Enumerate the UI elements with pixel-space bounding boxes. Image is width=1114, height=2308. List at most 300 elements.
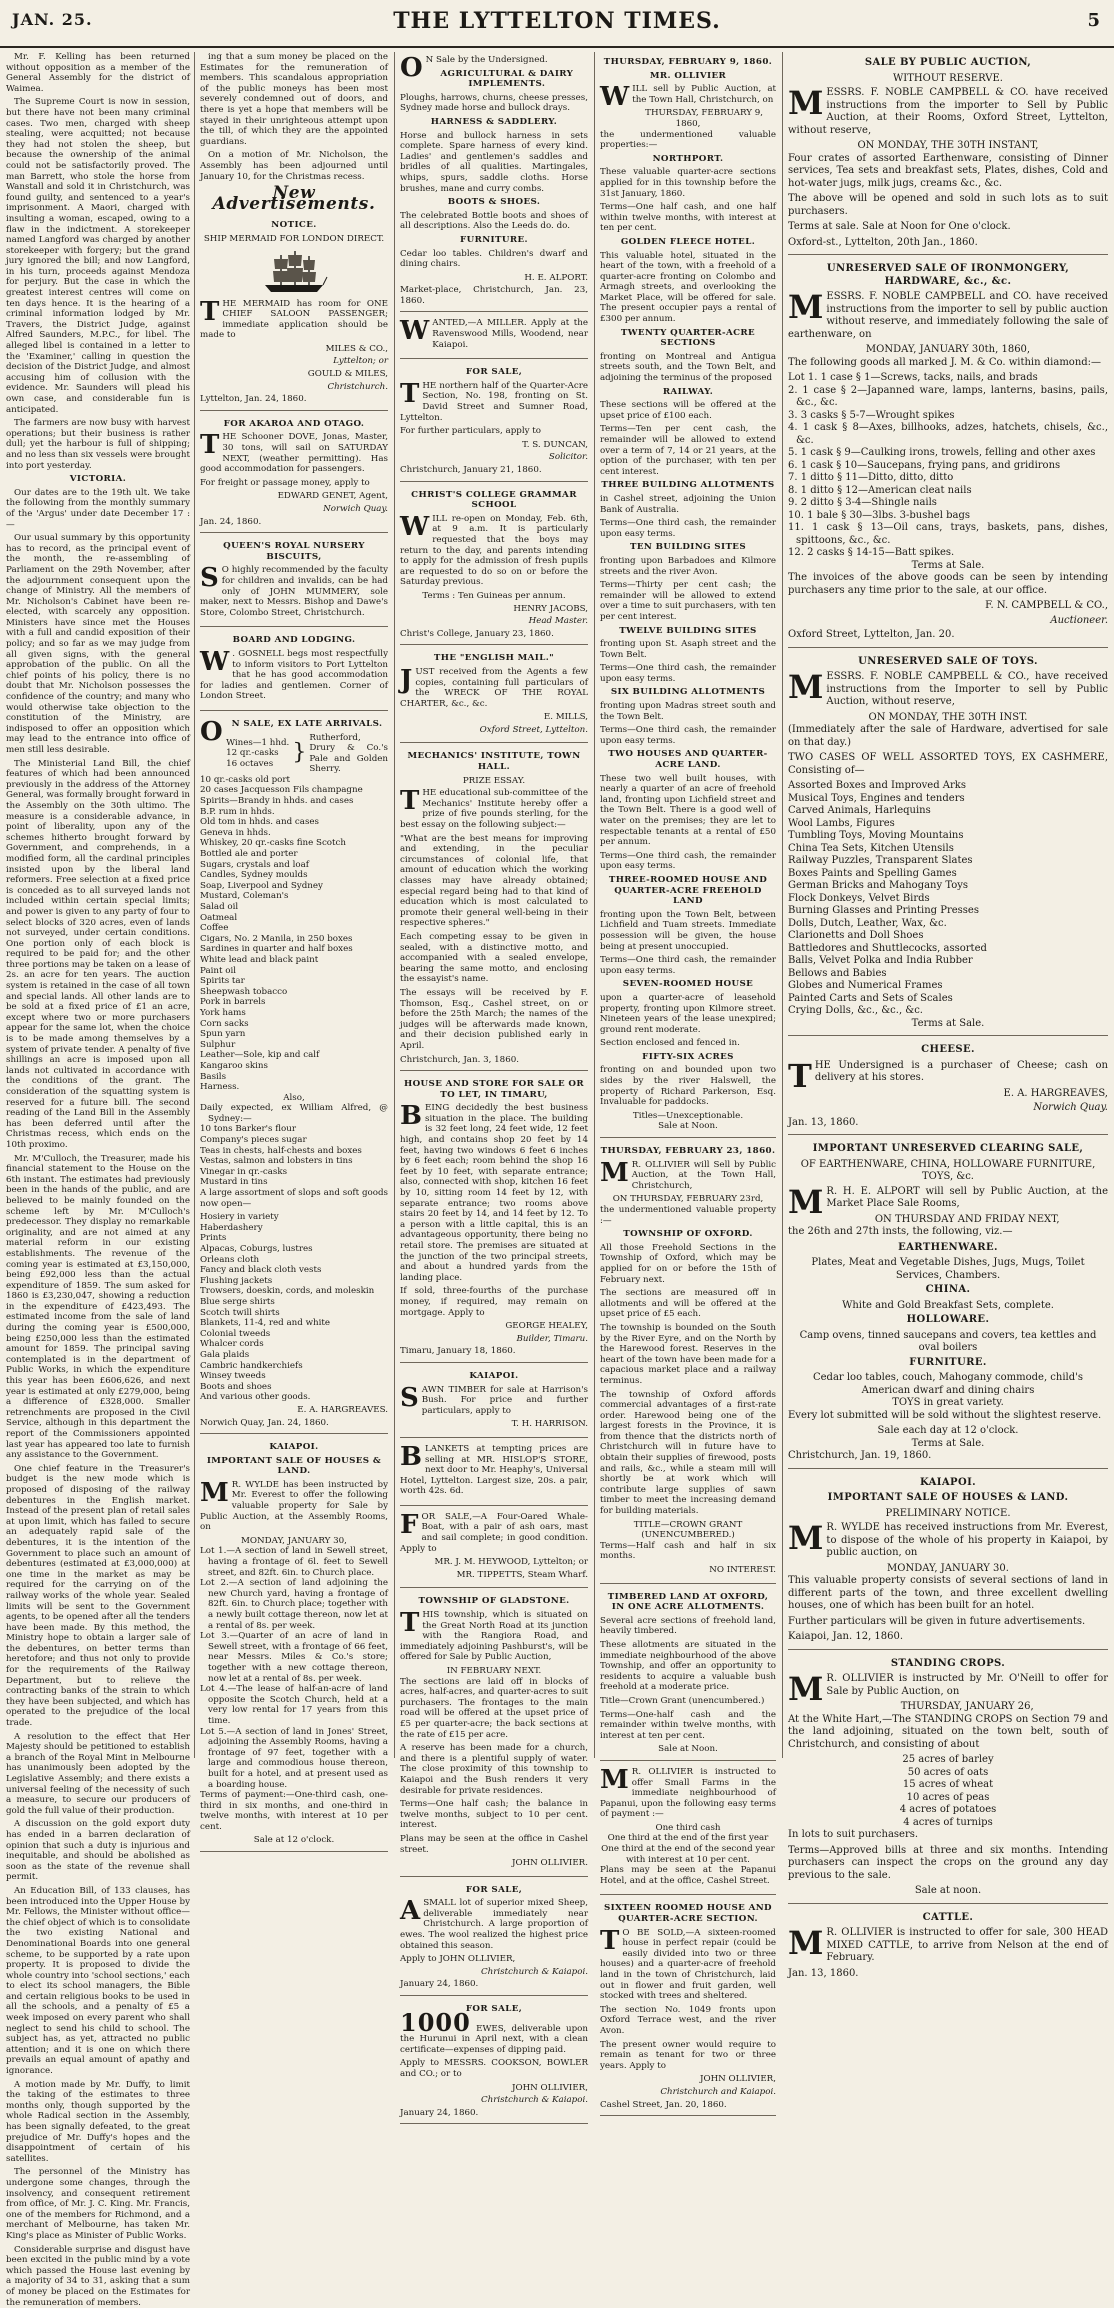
list-item: Kangaroo skins <box>200 1060 268 1071</box>
list-item: Painted Carts and Sets of Scales <box>788 992 953 1004</box>
brace-glyph: } <box>292 740 307 766</box>
ad-body: HE MERMAID has room for ONE CHIEF SALOON PASSENGER; immediate application should be made to <box>200 298 388 341</box>
list-item: Corn sacks <box>200 1018 249 1029</box>
ad-body: Plans may be seen at the office in Cashel street. <box>400 1833 588 1855</box>
ad-title: N SALE, EX LATE ARRIVALS. <box>231 718 383 729</box>
newspaper-title: THE LYTTELTON TIMES. <box>393 8 721 34</box>
list-item: 5. 1 cask § 9—Caulking irons, trowels, felling and other axes <box>788 447 1096 458</box>
ad-body: Sale at Noon. <box>658 1121 718 1132</box>
ad-body: Titles—Unexceptionable. <box>632 1110 744 1121</box>
ad-signature: T. S. DUNCAN, <box>522 439 588 450</box>
list-item: Salad oil <box>200 902 239 912</box>
ad-signature: Lyttelton; or <box>333 356 388 367</box>
ad-signature: Christchurch. <box>327 381 388 392</box>
ad-signature: Oxford Street, Lyttelton. <box>479 724 588 735</box>
ad-toys <box>788 651 1108 1037</box>
ad-body: EING decidedly the best business situation in the place. The building is 32 feet long, 24 feet wide, 12 feet high, and contains shop 20 feet by 14 feet, having two windows 6 feet 6 inches by 6 feet each; room behind the shop 16 feet by 10 feet, with separate entrance; also, connected with shop, kitchen 16 feet by 10, sitting room 14 feet by 12, with separate entrance; two rooms above stairs 20 feet by 14, and 14 feet by 12. To a person with a little capital, this is an advantageous opportunity, there being no retail store. The premises are situated at the junction of the two principal streets, and about a hundred yards from the landing place. <box>400 1103 588 1283</box>
list-item: Harness. <box>200 1082 240 1093</box>
list-item: White lead and black paint <box>200 954 319 965</box>
ad-body: This valuable hotel, situated in the heart of the town, with a freehold of a quarter-acre fronting on Colombo and Armagh streets, and overlooking the Market Place, will be offered for sale. The present occupier pays a rental of £300 per annum. <box>600 250 776 325</box>
ad-body: At the White Hart,—The STANDING CROPS on Section 79 and the land adjoining, situated on the town belt, south of Christchurch, and consisting of about <box>788 1713 1108 1750</box>
ad-body: R. WYLDE has received instructions from Mr. Everest, to dispose of the whole of his property in Kaiapoi, by public auction, on <box>826 1522 1108 1558</box>
drop-cap: W <box>600 82 630 113</box>
ad-body: Plates, Meat and Vegetable Dishes, Jugs, Mugs, Toilet Services, Chambers. <box>811 1257 1085 1281</box>
ad-subheading: NORTHPORT. <box>652 153 724 164</box>
ad-body: Plans may be seen at the Papanui Hotel, and at the office, Cashel Street. <box>600 1865 776 1886</box>
ad-body: A reserve has been made for a church, and there is a plentiful supply of water. The close proximity of this township to Kaiapoi and the Bush renders it very desirable for private residences. <box>400 1743 588 1796</box>
drop-cap: T <box>200 430 220 461</box>
issue-date: JAN. 25. <box>12 10 93 29</box>
list-item: Rutherford, Drury & Co.'s Pale and Golden Sherry. <box>309 732 388 775</box>
column-3 <box>400 52 588 2118</box>
ad-subtitle: SHIP MERMAID FOR LONDON DIRECT. <box>203 233 385 244</box>
ad-body: One third at the end of the first year <box>607 1833 769 1844</box>
ad-signature: E. A. HARGREAVES. <box>297 1404 388 1415</box>
drop-cap: M <box>788 84 824 122</box>
ad-ship-mermaid <box>200 215 388 411</box>
ad-subheading: RAILWAY. <box>662 386 714 397</box>
ad-signature: Christchurch & Kaiapoi. <box>480 2095 588 2106</box>
ad-earthenware-auction <box>788 52 1108 255</box>
ad-body: Several acre sections of freehold land, heavily timbered. <box>600 1615 776 1637</box>
ad-body: Terms—One third cash, the remainder upon easy terms. <box>600 518 776 539</box>
ad-for-sale-section <box>400 362 588 481</box>
column-2 <box>200 52 388 1846</box>
ad-body: the 26th and 27th insts, the following, viz.— <box>788 1226 1013 1237</box>
drop-cap: M <box>788 1519 824 1557</box>
drop-cap: J <box>400 664 413 695</box>
ad-body: . GOSNELL begs most respectfully to inform visitors to Port Lyttelton that he has good accommodation for ladies and gentlemen. Corner of London Street. <box>200 648 388 702</box>
ad-title: CHRIST'S COLLEGE GRAMMAR SCHOOL <box>411 489 577 511</box>
list-item: 8. 1 ditto § 12—American cleat nails <box>788 484 972 496</box>
ad-english-mail <box>400 648 588 743</box>
ad-subheading: GOLDEN FLEECE HOTEL. <box>620 236 756 247</box>
ad-body: fronting on and bounded upon two sides by the river Halswell, the property of Richard Parkerson, Esq. Invaluable for paddocks. <box>600 1065 776 1108</box>
ad-body: For freight or passage money, apply to <box>200 477 370 488</box>
news-paragraph: Considerable surprise and disgust have been excited in the public mind by a vote which passed the House last evening by a majority of 34 to 31, asking that a sum of money be placed on the Estimates for the remuneration of members. <box>6 2244 190 2308</box>
list-item: 4. 1 cask § 8—Axes, billhooks, adzes, hatchets, chisels, &c., &c. <box>788 422 1108 446</box>
ad-body: These valuable quarter-acre sections applied for in this township before the 31st January, 1860. <box>600 167 776 199</box>
ad-body: ESSRS. F. NOBLE CAMPBELL & CO. have received instructions from the importer to Sell by Public Auction, at their Rooms, Oxford Street, Lyttelton, without reserve, <box>788 87 1108 136</box>
ad-body: LANKETS at tempting prices are selling at MR. HISLOP'S STORE, next door to Mr. Heaphy's, Universal Hotel, Lyttelton. Largest size, 20s. a pair, worth 42s. 6d. <box>400 1443 588 1497</box>
ad-body: Terms at Sale. <box>911 1437 985 1449</box>
ad-body: One third cash <box>655 1822 721 1833</box>
ad-title: HOUSE AND STORE FOR SALE OR TO LET, IN TIMARU, <box>403 1079 585 1100</box>
ad-body: OR SALE,—A Four-Oared Whale-Boat, with a pair of ash oars, mast and sail complete; in good condition. Apply to <box>400 1511 588 1554</box>
ad-body: in Cashel street, adjoining the Union Bank of Australia. <box>600 493 776 515</box>
ad-signature: MILES & CO., <box>325 343 388 354</box>
list-item: 12. 2 casks § 14-15—Batt spikes. <box>788 547 955 558</box>
drop-cap: M <box>600 1157 629 1188</box>
ad-signature: T. H. HARRISON. <box>511 1419 588 1430</box>
news-paragraph: ing that a sum money be placed on the Estimates for the remuneration of members. This scandalous appropriation of the public moneys has been most severely condemned out of doors, and there is yet a hope that members will be stayed in their unrighteous attempt upon the till, of which they are the appointed guardians. <box>200 52 388 147</box>
ad-ewes <box>400 1999 588 2124</box>
ad-body: A large assortment of slops and soft goods now open— <box>200 1188 388 1209</box>
ad-body: EWES, deliverable upon the Hurunui in April next, with a clean certificate—expenses of dipping paid. <box>400 2023 588 2055</box>
ad-body: Terms : Ten Guineas per annum. <box>422 590 566 601</box>
list-item: Crying Dolls, &c., &c., &c. <box>788 1005 923 1016</box>
list-item: Company's pieces sugar <box>200 1135 307 1146</box>
list-item: Battledores and Shuttlecocks, assorted <box>788 942 987 954</box>
list-item: Scotch twill shirts <box>200 1307 280 1318</box>
drop-cap: M <box>200 1477 229 1508</box>
ad-date: Christchurch, January 21, 1860. <box>400 465 542 475</box>
ad-subtitle: WITHOUT RESERVE. <box>893 72 1003 84</box>
ad-date: Kaiapoi, Jan. 12, 1860. <box>788 1631 904 1642</box>
list-item: 10 acres of peas <box>906 1791 990 1803</box>
list-item: Spirits tar <box>200 976 245 987</box>
news-paragraph: An Education Bill, of 133 clauses, has been introduced into the Upper House by Mr. Fellows, the Minister without office—the chief object of which is to consolidate the two existing National and Denominational Boards into one general scheme, to be supported by a rate upon property. It is proposed to divide the whole country into 'school sections,' each to elect its school managers, the Bible and certain religious books to be used in all the schools, and a penalty of £5 a week imposed on every parent who shall neglect to send his child to school. The subject has, as yet, attracted no public attention; and it is one on which there prevails an equal amount of apathy and ignorance. <box>6 1885 190 2077</box>
ad-subheading: TWO HOUSES AND QUARTER-ACRE LAND. <box>608 749 768 771</box>
ad-nursery-biscuits <box>200 536 388 627</box>
crops-list <box>788 1754 1108 1829</box>
ad-signature: EDWARD GENET, Agent, <box>277 491 388 502</box>
list-item: Spun yarn <box>200 1029 246 1040</box>
list-item: 7. 1 ditto § 11—Ditto, ditto, ditto <box>788 472 954 483</box>
column-5 <box>788 52 1108 1979</box>
ad-body: Terms—One half cash; the balance in twelve months, subject to 10 per cent. interest. <box>400 1799 588 1831</box>
list-item: Carved Animals, Harlequins <box>788 805 931 816</box>
news-paragraph: Mr. F. Kelling has been returned without opposition as a member of the General Assembly for the district of Waimea. <box>6 52 190 94</box>
ad-subheading: AGRICULTURAL & DAIRY IMPLEMENTS. <box>440 68 574 90</box>
list-item: China Tea Sets, Kitchen Utensils <box>788 842 954 854</box>
list-item: 3. 3 casks § 5-7—Wrought spikes <box>788 409 955 421</box>
list-item: Spirits—Brandy in hhds. and cases <box>200 796 354 807</box>
list-item: 50 acres of oats <box>907 1766 989 1778</box>
news-paragraph: Mr. M'Culloch, the Treasurer, made his financial statement to the House on the 6th instant. The estimates had previously been in the hands of the public, and are believed to be mainly founded on the scheme left by Mr. M'Culloch's predecessor. They display no remarkable originality, and are not aimed at any material reform in our existing establishments. The revenue of the coming year is estimated at £3,150,000, being £92,000 less than the actual expenditure of 1859. The sum asked for 1860 is £3,230,047, showing a reduction in the expenditure of £423,493. The estimated income from the sale of land during the coming year is £500,000, being £250,000 less than the estimated amount for 1859. The principal saving contemplated is in the department of Public Works, in which the expenditure this year has been £606,626, and next year is estimated at only £279,000, being a difference of £328,000. Smaller retrenchments are proposed in the Civil Service, although in this department the report of the Commissioners appointed last year has appeared too late to furnish any assistance to the Government. <box>6 1153 190 1461</box>
ad-day: ON THURSDAY AND FRIDAY NEXT, <box>874 1213 1060 1225</box>
drop-cap: W <box>400 511 430 542</box>
ad-body: HIS township, which is situated on the Great North Road at its junction with the Rangiora Road, and immediately adjoining Pashburst's, will be offered for Sale by Public Auction, <box>400 1610 588 1663</box>
list-item: Basils <box>200 1071 227 1082</box>
drop-cap: F <box>400 1509 419 1540</box>
ad-signature: Norwich Quay. <box>1033 1102 1108 1113</box>
list-item: Lot 1. 1 case § 1—Screws, tacks, nails, and brads <box>788 372 1038 383</box>
drop-cap: M <box>788 1924 824 1962</box>
ad-kaiapoi-houses <box>200 1437 388 1852</box>
drop-cap: T <box>400 786 420 817</box>
sale-items-list <box>200 1212 388 1403</box>
list-item: Geneva in hhds. <box>200 827 271 838</box>
ad-body: HE educational sub-committee of the Mechanics' Institute hereby offer a prize of five pounds sterling, for the best essay on the following subject:— <box>400 788 588 831</box>
list-item: 9. 2 ditto § 3-4—Shingle nails <box>788 497 937 508</box>
ad-body: The invoices of the above goods can be seen by intending purchasers any time prior to the sale, at our office. <box>788 572 1108 596</box>
ad-prize-essay <box>400 746 588 1071</box>
ad-body: Ploughs, harrows, churns, cheese presses, Sydney made horse and bullock drays. <box>400 92 588 114</box>
ad-subheading: HARNESS & SADDLERY. <box>430 116 558 127</box>
ad-body: The celebrated Bottle boots and shoes of all descriptions. Also the Leeds do. do. <box>400 210 588 232</box>
ad-date-heading: THURSDAY, FEBRUARY 9, 1860. <box>603 57 773 67</box>
list-item: B.P. rum in hhds. <box>200 806 275 817</box>
ad-title: NOTICE. <box>271 220 317 231</box>
sale-items-list <box>200 1103 388 1188</box>
list-item: Teas in chests, half-chests and boxes <box>200 1145 362 1156</box>
ad-body: The following goods all marked J. M. & Co. within diamond:— <box>788 356 1102 368</box>
ad-date: Jan. 24, 1860. <box>200 516 262 527</box>
ad-sixteen-room-house <box>600 1898 776 2116</box>
ad-body: Horse and bullock harness in sets complete. Spare harness of every kind. Ladies' and gentlemen's saddles and bridles of all qualities. Martingales, whips, spurs, saddle cloths. Horse brushes, mane and curry combs. <box>400 130 588 194</box>
ad-body: O BE SOLD,—A sixteen-roomed house in perfect repair (could be easily divided into two or three houses) and a quarter-acre of freehold land in the town of Christchurch, laid out in flower and fruit garden, well stocked with trees and shelterеd. <box>600 1927 776 2002</box>
ad-subheading: SEVEN-ROOMED HOUSE <box>622 979 754 990</box>
ad-body: ESSRS. F. NOBLE CAMPBELL & CO., have received instructions from the Importer to sell by Public Auction, without reserve, <box>826 671 1108 707</box>
ad-title: FOR SALE, <box>465 2004 523 2015</box>
ad-signature: HENRY JACOBS, <box>513 603 588 614</box>
list-item: Mustard in tins <box>200 1177 268 1188</box>
ad-body: Terms—Approved bills at three and six months. Intending purchasers can inspect the crops on the ground any day previous to the sale. <box>788 1844 1108 1881</box>
ad-akaroa-otago <box>200 414 388 533</box>
list-item: Blue serge shirts <box>200 1296 275 1307</box>
ad-subtitle: PRIZE ESSAY. <box>462 775 526 786</box>
ad-date: January 24, 1860. <box>400 2107 479 2118</box>
ad-signature: E. A. HARGREAVES, <box>1003 1087 1108 1099</box>
sale-items-list <box>200 775 388 1093</box>
list-item: Trowsers, doeskin, cords, and moleskin <box>200 1286 375 1297</box>
ad-signature: Norwich Quay. <box>323 504 388 514</box>
ad-body: The township is bounded on the South by the River Eyre, and on the North by the Harewood forest. Reserves in the heart of the town have been made for a capacious market place and a railway terminus. <box>600 1322 776 1386</box>
ad-body: fronting upon Barbadoes and Kilmore streets and the river Avon. <box>600 555 776 577</box>
ad-date: Christchurch, Jan. 3, 1860. <box>400 1054 520 1065</box>
ad-body: fronting on Montreal and Antigua streets south, and the Town Belt, and adjoining the terminus of the proposed <box>600 351 776 384</box>
ad-clearing-sale <box>788 1138 1108 1469</box>
ad-grammar-school <box>400 485 588 646</box>
ad-subheading: TWELVE BUILDING SITES <box>619 625 757 636</box>
ad-title: QUEEN'S ROYAL NURSERY BISCUITS, <box>223 541 365 562</box>
ad-body: The section No. 1049 fronts upon Oxford Terrace west, and the river Avon. <box>600 2004 776 2036</box>
column-4 <box>600 52 776 2110</box>
ad-place: KAIAPOI. <box>919 1476 977 1488</box>
ad-body: R. H. E. ALPORT will sell by Public Auction, at the Market Place Sale Rooms, <box>826 1185 1108 1209</box>
drop-cap: M <box>788 288 824 326</box>
drop-cap: T <box>600 1925 620 1956</box>
ad-date: Cashel Street, Jan. 20, 1860. <box>600 2099 727 2110</box>
ad-signature: F. N. CAMPBELL & CO., <box>985 600 1108 611</box>
ad-title: BOARD AND LODGING. <box>232 635 356 646</box>
ad-body: SMALL lot of superior mixed Sheep, deliverable immediately near Christchurch. A large proportion of ewes. The wool realized the highest price obtained this season. <box>400 1898 588 1951</box>
ad-body: Four crates of assorted Earthenware, consisting of Dinner services, Tea sets and breakfast sets, Plates, dishes, Cold and hot-water jugs, milk jugs, creams &c., &c. <box>788 152 1108 189</box>
ad-body: Each competing essay to be given in sealed, with a distinctive motto, and accompanied with a sealed envelope, bearing the same motto, and enclosing the essayist's name. <box>400 931 588 985</box>
list-item: Fancy and black cloth vests <box>200 1265 322 1276</box>
ad-subheading: HOLLOWARE. <box>906 1314 990 1325</box>
list-item: Cambric handkerchiefs <box>200 1360 303 1371</box>
ad-body: R. OLLIVIER is instructed to offer for sale, 300 HEAD MIXED CATTLE, to arrive from Nelson at the end of February. <box>826 1927 1108 1963</box>
list-item: Sulphur <box>200 1039 236 1050</box>
list-item: Prints <box>200 1233 227 1244</box>
drop-cap: M <box>788 1182 824 1221</box>
ad-body: Section enclosed and fenced in. <box>600 1038 740 1049</box>
ad-body: For further particulars, apply to <box>400 426 541 437</box>
ad-date: Jan. 13, 1860. <box>788 1967 859 1979</box>
list-item: Railway Puzzles, Transparent Slates <box>788 855 973 866</box>
list-item: Vinegar in qr.-casks <box>200 1166 288 1177</box>
ad-day: IN FEBRUARY NEXT. <box>446 1666 542 1676</box>
list-item: Globes and Numerical Frames <box>788 980 943 991</box>
ad-signature: JOHN OLLIVIER, <box>700 2074 776 2085</box>
drop-cap: M <box>788 1670 824 1708</box>
ad-date: Market-place, Christchurch, Jan. 23, 1860. <box>400 285 588 306</box>
ad-body: All those Freehold Sections in the Township of Oxford, which may be applied for on or before the 15th of February next. <box>600 1242 776 1285</box>
ad-body: the undermentioned valuable properties:— <box>600 129 776 151</box>
section-heading-victoria: VICTORIA. <box>69 474 127 485</box>
ad-signature: JOHN OLLIVIER. <box>512 1858 588 1869</box>
drop-cap: W <box>200 646 230 677</box>
ad-signature: E. MILLS, <box>543 712 588 723</box>
ad-body: NO INTEREST. <box>709 1565 776 1575</box>
list-item: Old tom in hhds. and cases <box>200 817 320 828</box>
ad-body: UST received from the Agents a few copies, containing full particulars of the WRECK OF THE ROYAL CHARTER, &c., &c. <box>400 666 588 709</box>
ad-date: Oxford-st., Lyttelton, 20th Jan., 1860. <box>788 236 978 248</box>
list-item: Sugars, crystals and loaf <box>200 859 309 870</box>
list-item: Coffee <box>200 923 229 934</box>
list-item: Lot 3.—Quarter of an acre of land in Sewell street, with a frontage of 66 feet, near Messrs. Miles & Co.'s store; together with a new cottage thereon, now let at a rental of 8s. per week. <box>200 1631 388 1684</box>
ad-cheese <box>788 1039 1108 1135</box>
ad-subheading: FURNITURE. <box>909 1356 987 1368</box>
ad-body: These two well built houses, with nearly a quarter of an acre of freehold land, fronting upon Lichfield street and the Town Belt. There is a good well of water on the premises; they are let to respectable tenants at a rental of £50 per annum. <box>600 773 776 848</box>
ad-ollivier-feb9 <box>600 52 776 1138</box>
ad-date: Timaru, January 18, 1860. <box>400 1346 516 1357</box>
ad-body: ILL sell by Public Auction, at the Town Hall, Christchurch, on <box>632 84 776 105</box>
ad-body: In lots to suit purchasers. <box>788 1829 919 1840</box>
ad-body: Terms at sale. Sale at Noon for One o'clock. <box>788 221 1011 232</box>
list-item: Bottled ale and porter <box>200 849 298 860</box>
ad-signature: Head Master. <box>528 616 588 627</box>
ad-title: FOR SALE, <box>465 1884 523 1895</box>
list-item: Balls, Velvet Polka and India Rubber <box>788 955 973 966</box>
ad-sawn-timber <box>400 1366 588 1438</box>
list-item: Cigars, No. 2 Manila, in 250 boxes <box>200 933 353 944</box>
ad-kaiapoi-preliminary <box>788 1472 1108 1650</box>
column-rule <box>594 52 595 1758</box>
ad-body: Cedar loo tables, couch, Mahogany commode, child's American dwarf and dining chairs <box>812 1372 1084 1396</box>
ad-subheading: TEN BUILDING SITES <box>629 542 747 553</box>
list-item: Whalcer cords <box>200 1339 264 1350</box>
list-item: 4 acres of potatoes <box>899 1804 997 1815</box>
ad-subheading: BOOTS & SHOES. <box>447 197 541 208</box>
list-item: Oatmeal <box>200 912 238 923</box>
list-item: 11. 1 cask § 13—Oil cans, trays, baskets, pans, dishes, spittoons, &c., &c. <box>788 522 1108 546</box>
ad-title: FOR AKAROA AND OTAGO. <box>223 418 365 429</box>
ad-ollivier-feb23 <box>600 1141 776 1584</box>
ad-day: MONDAY, JANUARY 30th, 1860, <box>865 344 1031 355</box>
ad-body: ILL re-open on Monday, Feb. 6th, at 9 a.m. It is particularly requested that the boys may return to the day, and parents intending to apply for the admission of fresh pupils are requested to do so on or before the Saturday previous. <box>400 513 588 588</box>
list-item: Boxes Paints and Spelling Games <box>788 867 957 879</box>
drop-cap: B <box>400 1101 422 1132</box>
list-item: Mustard, Coleman's <box>200 891 289 902</box>
ad-body: The sections are measured off in allotments and will be offered at the upset price of £5 each. <box>600 1288 776 1320</box>
ad-body: Terms—One-half cash and the remainder within twelve months, with interest at ten per cent. <box>600 1709 776 1741</box>
drop-cap: B <box>400 1441 422 1472</box>
list-item: Wines—1 hhd. <box>226 737 290 748</box>
ad-date: January 24, 1860. <box>400 1979 479 1990</box>
ad-body: Terms—One half cash, and one half within twelve months, with interest at ten per cent. <box>600 202 776 234</box>
ad-title: IMPORTANT SALE OF HOUSES & LAND. <box>206 1455 382 1477</box>
ad-subheading: FURNITURE. <box>460 234 528 245</box>
ad-title: IMPORTANT UNRESERVED CLEARING SALE, <box>812 1143 1084 1154</box>
ad-body: R. OLLIVIER will Sell by Public Auction, at the Town Hall, Christchurch, <box>631 1159 776 1191</box>
column-1-news <box>6 52 190 2308</box>
list-item: Soap, Liverpool and Sydney <box>200 880 323 891</box>
ad-signature: JOHN OLLIVIER, <box>512 2082 588 2093</box>
list-item: 10 qr.-casks old port <box>200 774 291 785</box>
drop-cap: T <box>400 378 420 409</box>
column-rule <box>194 52 195 1758</box>
ad-day: ON MONDAY, THE 30TH INSTANT, <box>857 140 1039 151</box>
ad-subheading: EARTHENWARE. <box>898 1241 998 1253</box>
list-item: Hosiery in variety <box>200 1212 279 1223</box>
list-item: Sheepwash tobacco <box>200 986 288 997</box>
ad-title: MECHANICS' INSTITUTE, TOWN HALL. <box>407 751 581 773</box>
list-item: Paint oil <box>200 965 237 976</box>
list-item: Assorted Boxes and Improved Arks <box>788 780 966 791</box>
ad-whale-boat <box>400 1509 588 1589</box>
ad-body: Terms at Sale. <box>911 1017 985 1029</box>
lots-list <box>200 1546 388 1790</box>
ad-title: TIMBERED LAND AT OXFORD, IN ONE ACRE ALLOTMENTS. <box>607 1591 769 1613</box>
ad-body: AWN TIMBER for sale at Harrison's Bush. For price and further particulars, apply to <box>421 1384 588 1416</box>
ad-timaru-store <box>400 1074 588 1363</box>
column-rule <box>394 52 395 1758</box>
list-item: Musical Toys, Engines and tenders <box>788 792 965 804</box>
list-item: Wool Lambs, Figures <box>788 817 895 829</box>
sherry-brace-group <box>226 733 388 775</box>
list-item: Dolls, Dutch, Leather, Wax, &c. <box>788 917 947 929</box>
ad-body: ESSRS. F. NOBLE CAMPBELL and CO. have received instructions from the importer to sell by public auction without reserve, and immediately following the sale of earthenware, on <box>788 291 1108 340</box>
list-item: 20 cases Jacquesson Fils champagne <box>200 785 363 796</box>
ad-day: THURSDAY, FEBRUARY 9, 1860, <box>645 108 764 129</box>
ad-title: UNRESERVED SALE OF IRONMONGERY, HARDWARE, &c., &c. <box>826 263 1070 287</box>
ad-body: Terms—One third cash, the remainder upon easy terms. <box>600 663 776 684</box>
list-item: Colonial tweeds <box>200 1328 271 1339</box>
list-item: Leather—Sole, kip and calf <box>200 1050 320 1061</box>
ad-board-lodging <box>200 630 388 711</box>
news-paragraph: One chief feature in the Treasurer's budget is the new mode which is proposed of disposing of the railway debentures in the English market. Instead of the present plan of retail sales at upon limit, which has failed to secure an adequately rapid sale of the debentures, it is the intention of the Government to place such an amount of debentures (estimated at £3,000,000) at one time in the market as may be required for the carrying on of the railway works of the whole year. Sealed limits will be sent to the Government agents, to be opened after all the tenders have been made. By this method, the Ministry hope to obtain a larger sale of the debentures, on better terms than heretofore; and thus not only to provide for the requirements of the Railway Department, but to relieve the contracting banks of the strain to which they have been subjected, and which has operated to the prejudice of the local trade. <box>6 1463 190 1729</box>
ad-day: MONDAY, JANUARY 30, <box>241 1535 347 1546</box>
ad-day: ON THURSDAY, FEBRUARY 23rd, <box>612 1194 764 1205</box>
list-item: Burning Glasses and Printing Presses <box>788 905 979 916</box>
ad-body: fronting upon Madras street south and the Town Belt. <box>600 701 776 722</box>
ad-body: "What are the best means for improving and extending, in the peculiar circumstances of colonial life, that amount of education which the working classes may have already obtained; especial regard being had to that kind of education which is most calculated to promote their general well-being in their respective spheres." <box>400 833 588 929</box>
list-item: Boots and shoes <box>200 1381 272 1392</box>
ad-body: (Immediately after the sale of Hardware, advertised for sale on that day.) <box>788 724 1108 748</box>
list-item: Blankets, 11-4, red and white <box>200 1318 331 1329</box>
ad-subheading: CHINA. <box>925 1284 971 1295</box>
ad-subheading: FIFTY-SIX ACRES <box>642 1051 734 1062</box>
ad-title: TOWNSHIP OF GLADSTONE. <box>418 1596 570 1607</box>
lots-list <box>788 372 1108 560</box>
list-item: Flushing jackets <box>200 1275 273 1286</box>
drop-cap: T <box>788 1056 812 1095</box>
ad-ironmongery <box>788 258 1108 648</box>
toys-list <box>788 780 1108 1018</box>
ad-date: Christ's College, January 23, 1860. <box>400 628 554 639</box>
list-item: 6. 1 cask § 10—Saucepans, frying pans, and gridirons <box>788 459 1061 471</box>
ad-title: THE "ENGLISH MAIL." <box>433 653 555 664</box>
list-item: 16 octaves <box>226 758 274 769</box>
page-number: 5 <box>1087 10 1100 31</box>
ad-title: STANDING CROPS. <box>890 1657 1006 1669</box>
ad-subheading: THREE-ROOMED HOUSE AND QUARTER-ACRE FREEHOLD LAND <box>608 874 768 907</box>
list-item: German Bricks and Mahogany Toys <box>788 880 969 891</box>
ad-title: CHEESE. <box>921 1044 975 1055</box>
ad-wanted-miller <box>400 315 588 359</box>
list-item: Winsey tweeds <box>200 1371 266 1382</box>
drop-cap: S <box>200 563 219 594</box>
ad-body: HE Schooner DOVE, Jonas, Master, 30 tons, will sail on SATURDAY NEXT, (weather permitting). Has good accommodation for passengers. <box>200 432 388 475</box>
ad-subheading: SIX BUILDING ALLOTMENTS <box>610 687 766 698</box>
list-item: York hams <box>200 1007 246 1018</box>
ad-body: The township of Oxford affords commercial advantages of a first-rate order. Harewood being one of the largest forests in the Province, it is from thence that the districts north of Christchurch will in future have to obtain their supplies of firewood, posts and rails, &c., while a steam mill will shortly be at work which will contribute large supplies of sawn timber to meet the increasing demand for building materials. <box>600 1389 776 1517</box>
ad-place: KAIAPOI. <box>469 1370 519 1381</box>
list-item: Lot 1.—A section of land in Sewell street, having a frontage of 6l. feet to Sewell street, and 82ft. 6in. to Church place. <box>200 1546 388 1578</box>
